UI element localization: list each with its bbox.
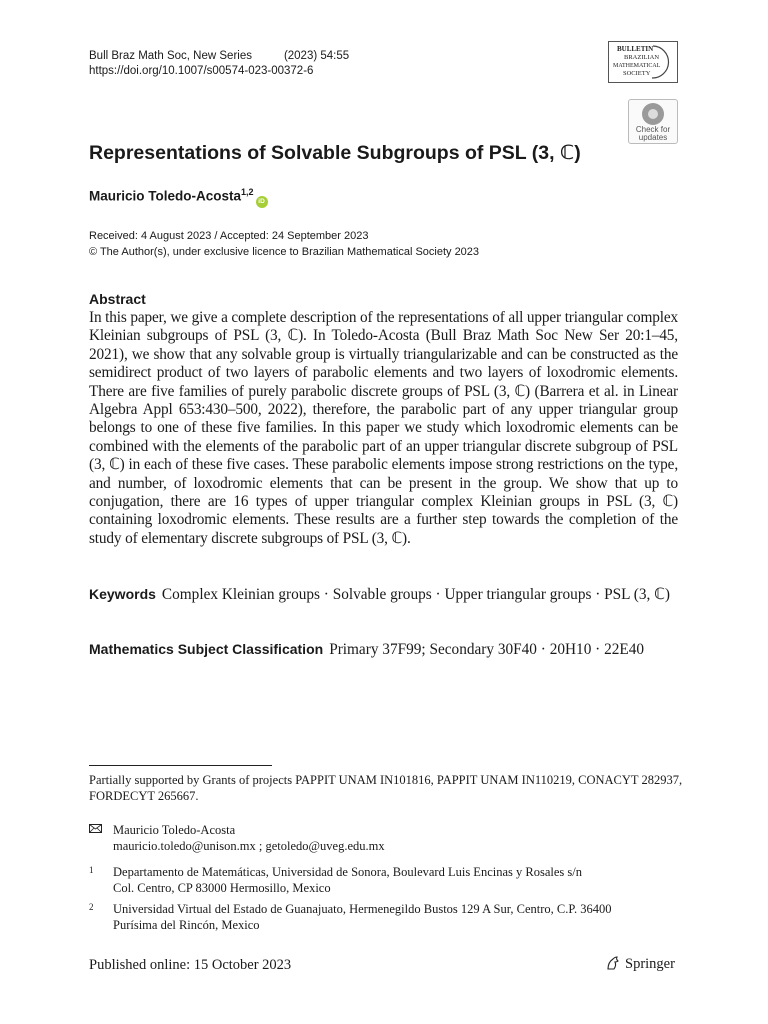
author-affiliation-marks: 1,2 xyxy=(241,187,254,197)
springer-horse-icon xyxy=(605,955,621,971)
logo-line-2: BRAZILIAN xyxy=(624,54,660,61)
published-online-date: Published online: 15 October 2023 xyxy=(89,957,292,973)
footnote-divider xyxy=(89,765,272,766)
check-updates-label-1: Check for xyxy=(635,125,671,134)
abstract-text: In this paper, we give a complete description of the representations of all upper triangular complex Kleinian subgroups of PSL (3, ℂ). In Toledo-Acosta (Bull Braz Math Soc New Ser 20:1–45, 2021), we show that any solvable group is virtually triangularizable and can be constructed as the semidirect product of two layers of parabolic elements and two layers of loxodromic elements. There are five families of purely parabolic discrete groups of PSL (3, ℂ) (Barrera et al. in Linear Algebra Appl 653:430–500, 2022), therefore, the parabolic part of any upper triangular group belongs to one of these five families. In this paper we study which loxodromic elements can be combined with the elements of the parabolic part of an upper triangular discrete subgroup of PSL (3, ℂ) in each of these five cases. These parabolic elements impose strong restrictions on the type, and number, of loxodromic elements that can be present in the group. We show that up to conjugation, there are 16 types of upper triangular complex Kleinian groups in PSL (3, ℂ) containing loxodromic elements. These results are a further step towards the completion of the study of elementary discrete subgroups of PSL (3, ℂ). xyxy=(89,309,678,547)
doi-link[interactable]: https://doi.org/10.1007/s00574-023-00372-6 xyxy=(89,65,314,77)
funding-footnote: Partially supported by Grants of projects PAPPIT UNAM IN101816, PAPPIT UNAM IN110219, CONACYT 282937, FORDECYT 265667. xyxy=(89,773,683,803)
publisher-name: Springer xyxy=(625,956,675,972)
keywords-list: Complex Kleinian groups · Solvable groups · Upper triangular groups · PSL (3, ℂ) xyxy=(161,586,670,603)
envelope-icon xyxy=(89,824,102,833)
affiliation-2 xyxy=(113,901,693,933)
orcid-icon[interactable]: iD xyxy=(256,196,268,208)
affiliation-1-line-1: Departamento de Matemáticas, Universidad de Sonora, Boulevard Luis Encinas y Rosales s/n xyxy=(113,865,582,879)
affiliation-1-number: 1 xyxy=(89,865,94,875)
journal-name: Bull Braz Math Soc, New Series xyxy=(89,50,252,62)
affiliation-2-line-2: Purísima del Rincón, Mexico xyxy=(113,918,260,932)
logo-line-1: BULLETIN xyxy=(617,45,654,53)
corresponding-author-name: Mauricio Toledo-Acosta xyxy=(113,823,236,837)
affiliation-2-number: 2 xyxy=(89,902,94,912)
corresponding-author-emails[interactable]: mauricio.toledo@unison.mx ; getoledo@uveg.edu.mx xyxy=(113,839,385,853)
copyright-notice: © The Author(s), under exclusive licence to Brazilian Mathematical Society 2023 xyxy=(89,246,480,258)
publisher-mark xyxy=(605,955,675,973)
check-updates-icon xyxy=(642,103,664,125)
msc-codes: Primary 37F99; Secondary 30F40 · 20H10 · 22E40 xyxy=(329,641,645,658)
journal-citation xyxy=(89,50,349,62)
abstract-heading: Abstract xyxy=(89,291,146,307)
paper-title: Representations of Solvable Subgroups of PSL (3, ℂ) xyxy=(89,142,581,164)
msc-section xyxy=(89,640,678,659)
msc-heading: Mathematics Subject Classification xyxy=(89,641,324,657)
affiliation-2-line-1: Universidad Virtual del Estado de Guanajuato, Hermenegildo Bustos 129 A Sur, Centro, C.P. 36400 xyxy=(113,902,612,916)
journal-logo xyxy=(608,41,678,83)
logo-line-4: SOCIETY xyxy=(623,70,651,77)
received-accepted-dates: Received: 4 August 2023 / Accepted: 24 September 2023 xyxy=(89,230,369,242)
logo-line-3: MATHEMATICAL xyxy=(613,63,661,69)
affiliation-1-line-2: Col. Centro, CP 83000 Hermosillo, Mexico xyxy=(113,881,331,895)
keywords-heading: Keywords xyxy=(89,586,156,602)
keywords-section xyxy=(89,585,678,604)
author-line xyxy=(89,187,268,208)
volume-citation: (2023) 54:55 xyxy=(283,50,350,62)
author-name[interactable]: Mauricio Toledo-Acosta xyxy=(89,188,242,204)
affiliation-1 xyxy=(113,864,683,896)
check-for-updates-button[interactable] xyxy=(628,99,678,144)
check-updates-label-2: updates xyxy=(638,133,668,142)
